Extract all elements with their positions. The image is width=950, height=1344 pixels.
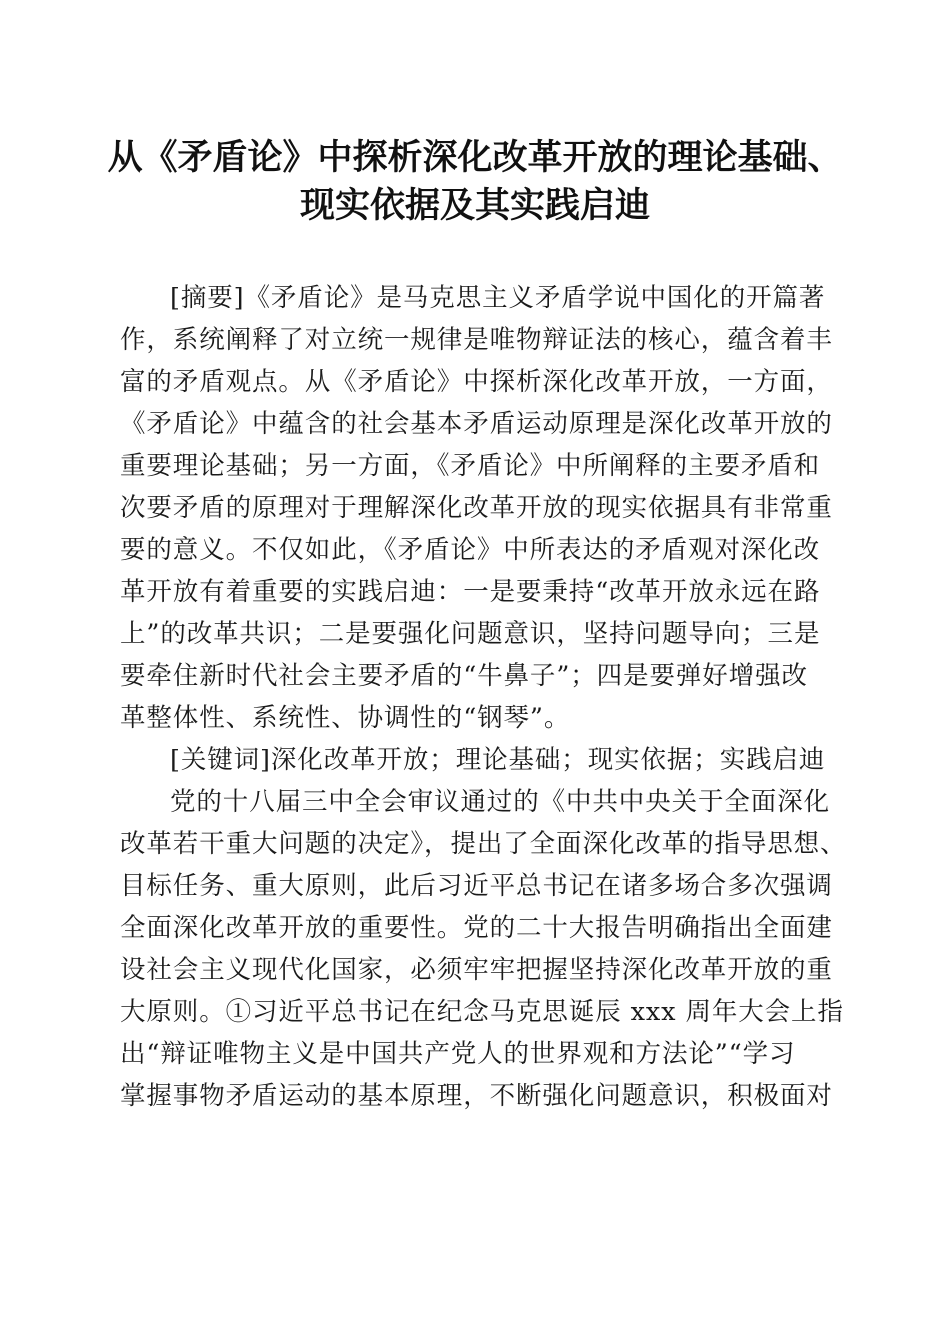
body-line: 党的十八届三中全会审议通过的《中共中央关于全面深化 bbox=[170, 787, 831, 817]
body-line: 改革若干重大问题的决定》，提出了全面深化改革的指导思想、 bbox=[120, 829, 847, 859]
abstract-line: 革开放有着重要的实践启迪：一是要秉持“改革开放永远在路 bbox=[120, 577, 821, 607]
abstract-line: 作，系统阐释了对立统一规律是唯物辩证法的核心，蕴含着丰 bbox=[120, 325, 833, 355]
body-line: 目标任务、重大原则，此后习近平总书记在诸多场合多次强调 bbox=[120, 871, 833, 901]
abstract-line: 上”的改革共识；二是要强化问题意识，坚持问题导向；三是 bbox=[120, 619, 821, 649]
abstract-line: 重要理论基础；另一方面，《矛盾论》中所阐释的主要矛盾和 bbox=[120, 451, 821, 481]
document-title-line-2: 现实依据及其实践启迪 bbox=[299, 185, 650, 226]
abstract-line: 次要矛盾的原理对于理解深化改革开放的现实依据具有非常重 bbox=[120, 493, 833, 523]
keywords-line: [关键词]深化改革开放；理论基础；现实依据；实践启迪 bbox=[170, 745, 826, 775]
abstract-line: 富的矛盾观点。从《矛盾论》中探析深化改革开放，一方面， bbox=[120, 367, 833, 397]
body-line: 掌握事物矛盾运动的基本原理，不断强化问题意识，积极面对 bbox=[120, 1081, 833, 1111]
body-line: 全面深化改革开放的重要性。党的二十大报告明确指出全面建 bbox=[120, 913, 833, 943]
document-title-line-1: 从《矛盾论》中探析深化改革开放的理论基础、 bbox=[107, 137, 843, 178]
body-line: 设社会主义现代化国家，必须牢牢把握坚持深化改革开放的重 bbox=[120, 955, 833, 985]
abstract-line: [摘要]《矛盾论》是马克思主义矛盾学说中国化的开篇著 bbox=[170, 283, 826, 313]
abstract-line: 《矛盾论》中蕴含的社会基本矛盾运动原理是深化改革开放的 bbox=[120, 409, 833, 439]
abstract-line: 革整体性、系统性、协调性的“钢琴”。 bbox=[120, 703, 571, 733]
body-line: 出“辩证唯物主义是中国共产党人的世界观和方法论”“学习 bbox=[120, 1039, 796, 1069]
abstract-line: 要的意义。不仅如此，《矛盾论》中所表达的矛盾观对深化改 bbox=[120, 535, 821, 565]
abstract-line: 要牵住新时代社会主要矛盾的“牛鼻子”；四是要弹好增强改 bbox=[120, 661, 808, 691]
body-line: 大原则。①习近平总书记在纪念马克思诞辰 xxx 周年大会上指 bbox=[120, 997, 844, 1027]
